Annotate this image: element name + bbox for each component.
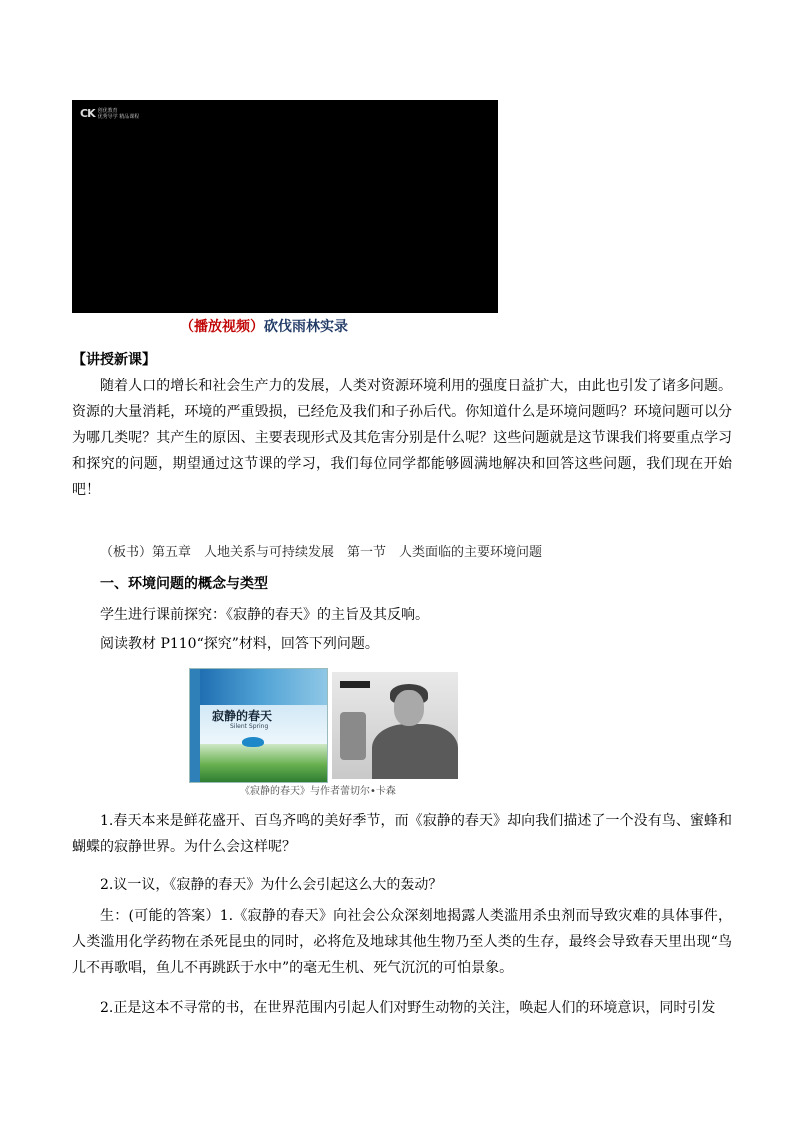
answer-2: 2.正是这本不寻常的书，在世界范围内引起人们对野生动物的关注，唤起人们的环境意识，同时引发 [100,1000,716,1016]
logo-line-2: 优秀导学 精品课程 [97,114,140,120]
logo-line-1: 创优教育 [97,108,118,114]
bird-icon [242,737,264,747]
video-player[interactable] [72,100,498,313]
book-cover-subtitle: Silent Spring [230,723,269,730]
section-heading: 一、环境问题的概念与类型 [100,576,268,592]
image-caption: 《寂静的春天》与作者蕾切尔•卡森 [240,786,396,797]
logo-mark-icon: CK [80,107,95,120]
explore-line: 学生进行课前探究：《寂静的春天》的主旨及其反响。 [100,607,429,623]
section-tag: 【讲授新课】 [72,352,156,368]
video-caption-title: 砍伐雨林实录 [264,319,348,335]
author-photo [332,672,458,779]
answer-1: 生：(可能的答案）1.《寂静的春天》向社会公众深刻地揭露人类滥用杀虫剂而导致灾难的具体事件，人类滥用化学药物在杀死昆虫的同时，必将危及地球其他生物乃至人类的生存，最终会导致春天里出现“鸟儿不再歌唱，鱼儿不再跳跃于水中”的毫无生机、死气沉沉的可怕景象。 [72,908,732,976]
intro-paragraph: 随着人口的增长和社会生产力的发展，人类对资源环境利用的强度日益扩大，由此也引发了诸多问题。资源的大量消耗，环境的严重毁损，已经危及我们和子孙后代。你知道什么是环境问题吗？环境问题可以分为哪几类呢？其产生的原因、主要表现形式及其危害分别是什么呢？这些问题就是这节课我们将要重点学习和探究的问题，期望通过这节课的学习，我们每位同学都能够圆满地解决和回答这些问题，我们现在开始吧！ [72,378,732,498]
microscope-icon [340,712,366,760]
question-2: 2.议一议，《寂静的春天》为什么会引起这么大的轰动？ [100,877,443,893]
book-cover-image [189,668,328,783]
video-caption [180,316,348,336]
video-logo [80,108,139,120]
question-1: 1.春天本来是鲜花盛开、百鸟齐鸣的美好季节，而《寂静的春天》却向我们描述了一个没有鸟、蜜蜂和蝴蝶的寂静世界。为什么会这样呢？ [72,813,732,855]
board-note: （板书）第五章 人地关系与可持续发展 第一节 人类面临的主要环境问题 [100,545,543,560]
read-instruction: 阅读教材 P110“探究”材料，回答下列问题。 [100,636,379,652]
video-caption-prefix: （播放视频） [180,319,264,335]
book-cover-title: 寂静的春天 [212,709,273,723]
